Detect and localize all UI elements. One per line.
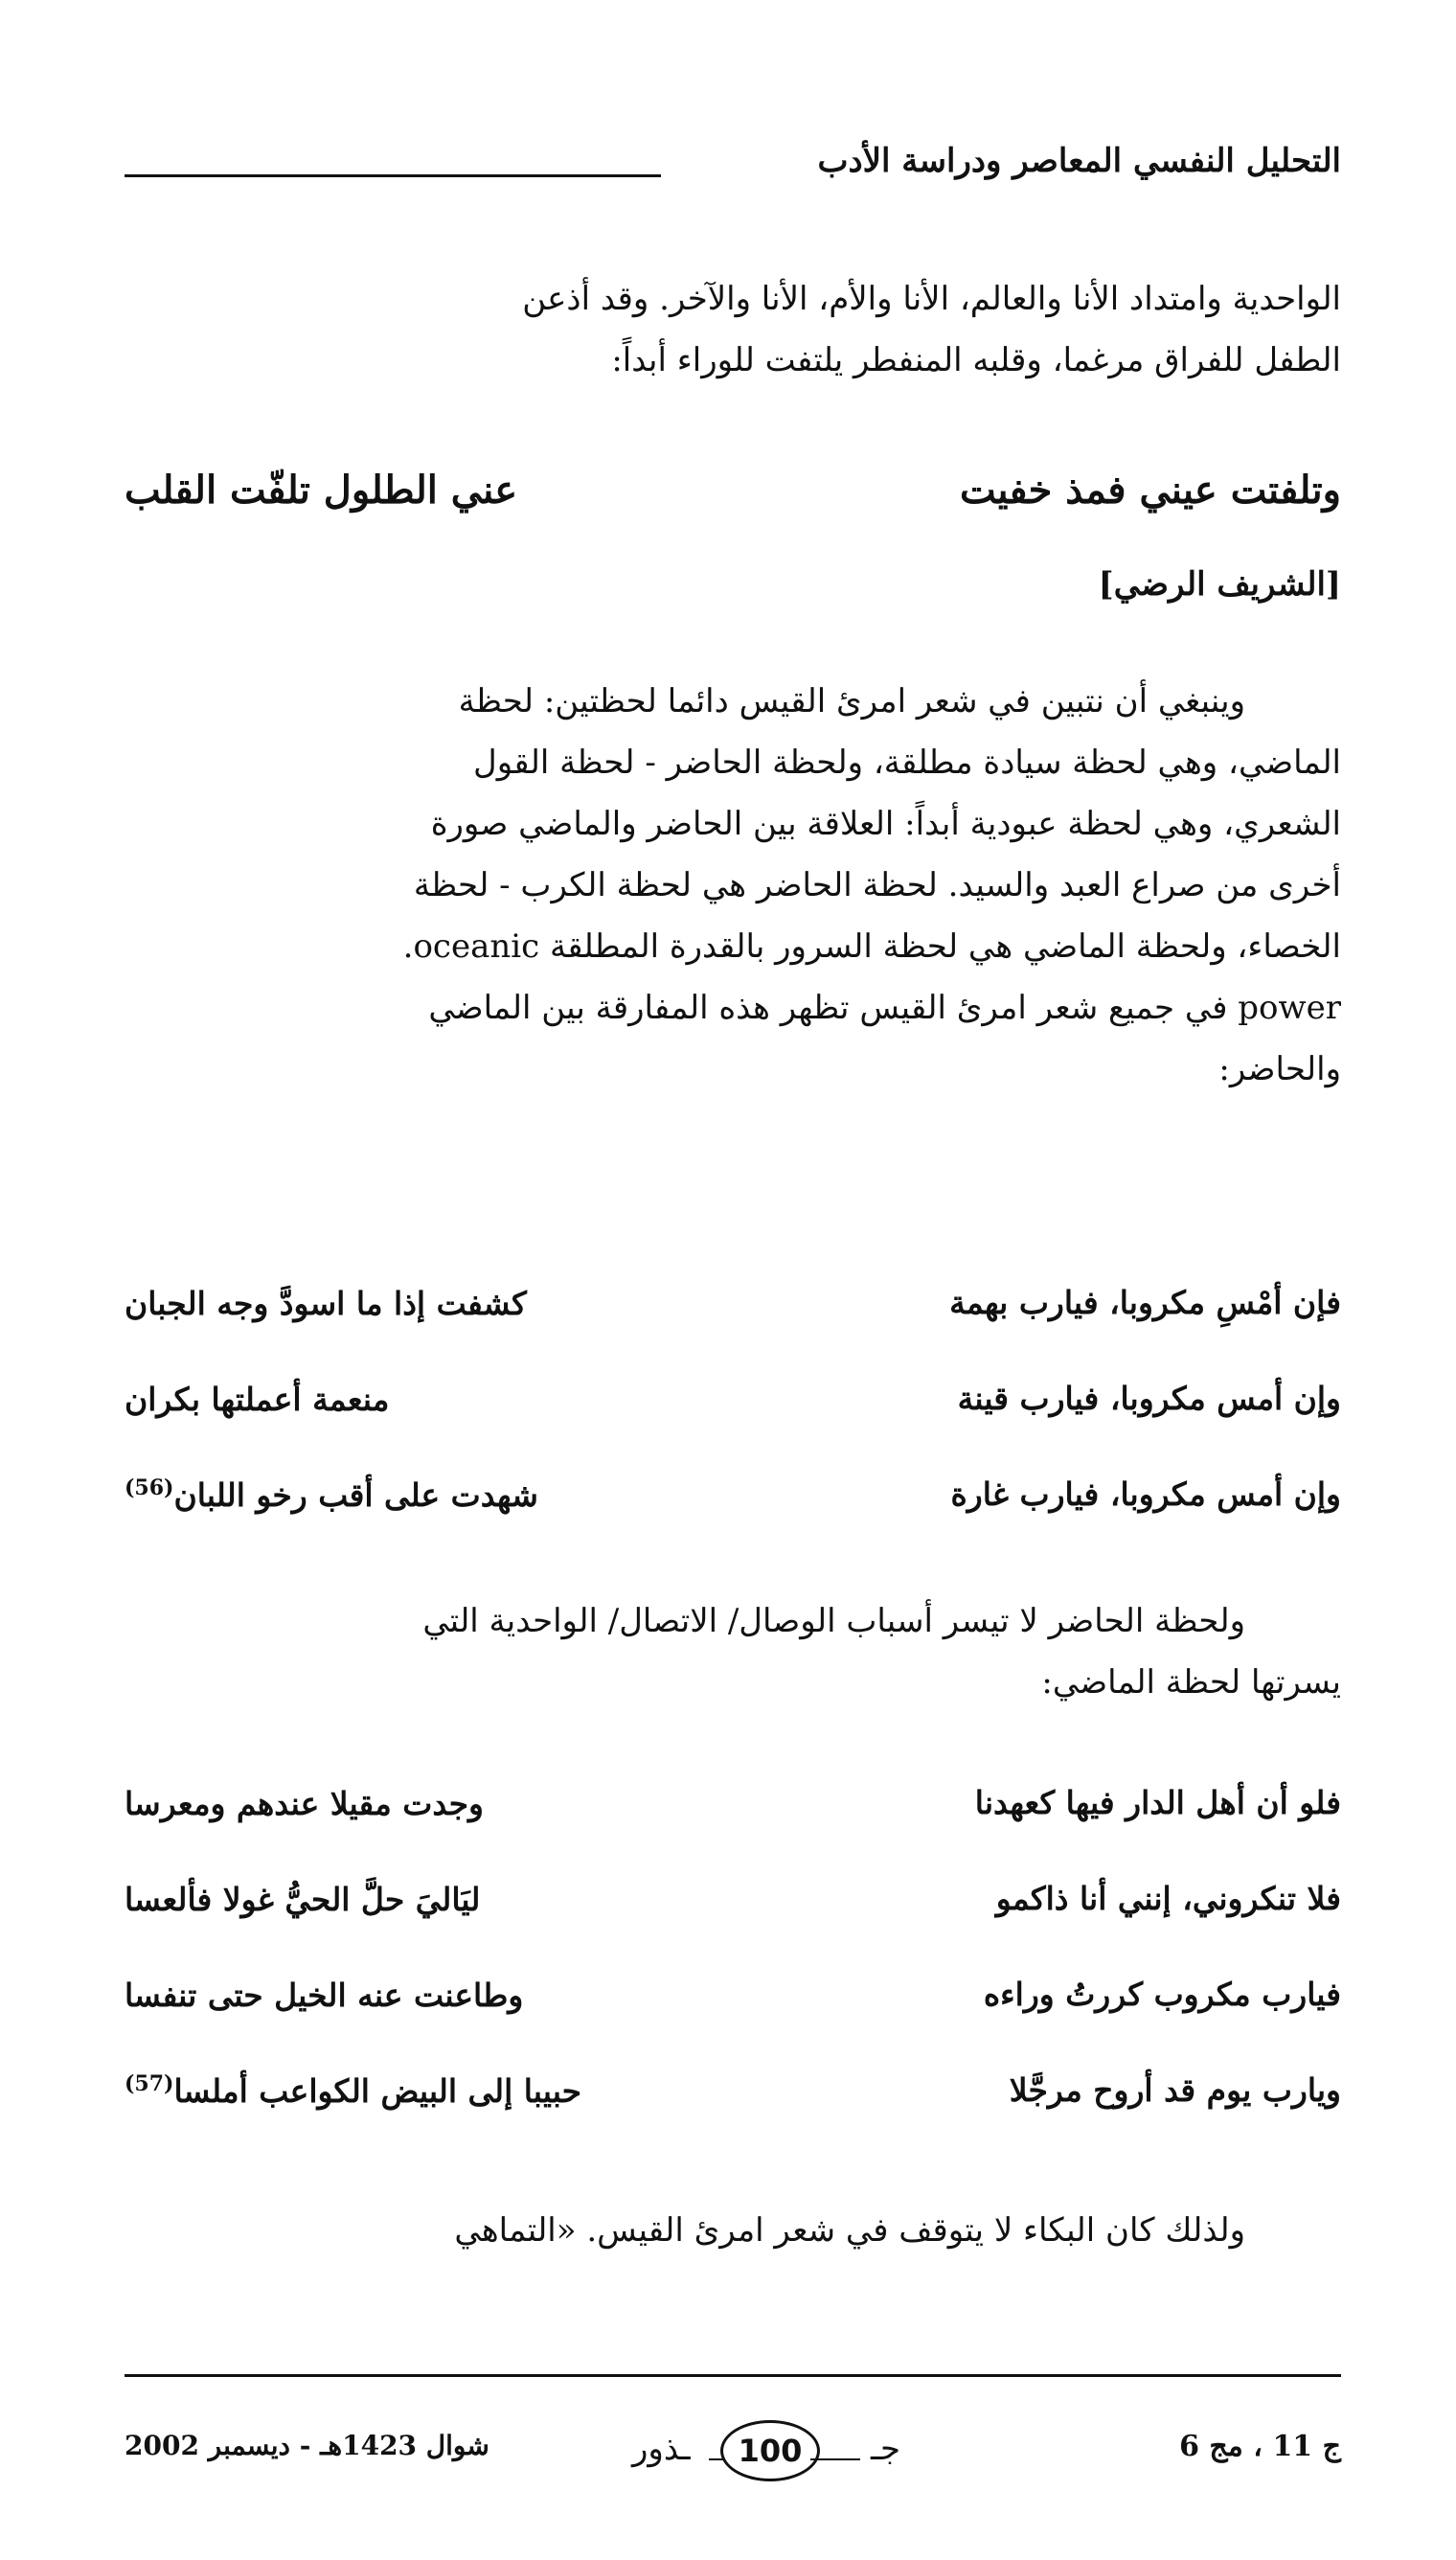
verse-hemistich-2 [125,1475,538,1514]
paragraph-1 [125,268,1341,391]
verse-hemistich-1: فيارب مكروب كررتُ وراءه [983,1976,1341,2013]
verse-hemistich-2 [125,2071,581,2110]
logo-line [709,2458,724,2460]
text-line: ولحظة الحاضر لا تيسر أسباب الوصال/ الاتصال/ الواحدية التي [422,1602,1245,1640]
verse-hemistich-2 [125,1880,480,1918]
text-line: أخرى من صراع العبد والسيد. لحظة الحاضر هي لحظة الكرب - لحظة [413,866,1341,904]
running-header [125,142,1341,199]
hemistich-text: وطاعنت عنه الخيل حتى تنفسا [125,1977,524,2014]
text-line: الواحدية وامتداد الأنا والعالم، الأنا والأم، الأنا والآخر. وقد أذعن [522,280,1341,318]
footer-issue: ج 11 ، مج 6 [1179,2430,1341,2463]
document-page [125,0,1341,2560]
verse-hemistich-1: وتلفتت عيني فمذ خفيت [960,468,1341,513]
footnote-ref: (56) [125,1475,174,1500]
paragraph-4 [125,2200,1341,2261]
hemistich-text: حبيبا إلى البيض الكواعب أملسا [173,2072,582,2110]
text-line: الشعري، وهي لحظة عبودية أبداً: العلاقة بين الحاضر والماضي صورة [430,805,1341,843]
verse-hemistich-1: فلو أن أهل الدار فيها كعهدنا [974,1784,1341,1821]
footer-date: شوال 1423هـ - ديسمبر 2002 [125,2430,489,2461]
journal-name-left: جـ [871,2430,900,2468]
text-line: والحاضر: [1218,1050,1341,1088]
page-footer [125,2414,1341,2501]
verse-hemistich-1: ويارب يوم قد أروح مرجَّلا [1009,2071,1341,2109]
header-title: التحليل النفسي المعاصر ودراسة الأدب [817,142,1341,180]
text-line: وينبغي أن نتبين في شعر امرئ القيس دائما لحظتين: لحظة [458,682,1245,720]
verse-hemistich-2 [125,1380,389,1418]
text-line: power في جميع شعر امرئ القيس تظهر هذه المفارقة بين الماضي [428,989,1341,1027]
text-line: يسرتها لحظة الماضي: [1041,1663,1341,1702]
poem-verse [125,1380,1341,1437]
page-number: 100 [720,2420,820,2481]
quoted-verse [125,468,1341,535]
verse-hemistich-1: وإن أمس مكروبا، فيارب غارة [950,1475,1341,1513]
poem-verse [125,1784,1341,1841]
text-line: الخصاء، ولحظة الماضي هي لحظة السرور بالقدرة المطلقة oceanic. [402,927,1341,966]
poem-verse [125,1976,1341,2033]
poem-verse [125,1880,1341,1937]
verse-hemistich-2 [125,1976,523,2014]
verse-hemistich-2 [125,1784,484,1822]
text-line: الطفل للفراق مرغما، وقلبه المنفطر يلتفت للوراء أبداً: [611,341,1341,379]
journal-name-right: ـذور [632,2430,691,2468]
hemistich-text: ليَاليَ حلَّ الحيُّ غولا فألعسا [125,1881,481,1918]
text-line: ولذلك كان البكاء لا يتوقف في شعر امرئ القيس. «التماهي [454,2211,1245,2250]
hemistich-text: كشفت إذا ما اسودَّ وجه الجبان [125,1285,527,1322]
verse-hemistich-1: وإن أمس مكروبا، فيارب قينة [957,1380,1341,1417]
verse-hemistich-1: فلا تنكروني، إنني أنا ذاكمو [995,1880,1341,1917]
footnote-ref: (57) [125,2071,174,2096]
verse-hemistich-1: فإن أمْسِ مكروبا، فيارب بهمة [949,1284,1341,1321]
hemistich-text: شهدت على أقب رخو اللبان [173,1476,538,1514]
verse-hemistich-2 [125,1284,527,1322]
poem-verse [125,1475,1341,1533]
text-line: الماضي، وهي لحظة سيادة مطلقة، ولحظة الحاضر - لحظة القول [473,743,1341,782]
paragraph-2 [125,671,1341,1100]
poem-verse [125,2071,1341,2129]
hemistich-text: وجدت مقيلا عندهم ومعرسا [125,1785,484,1822]
verse-attribution: [الشريف الرضي] [1098,565,1341,604]
header-rule [125,174,661,177]
verse-hemistich-2: عني الطلول تلفّت القلب [125,468,518,513]
footer-rule [125,2374,1341,2377]
hemistich-text: منعمة أعملتها بكران [125,1381,390,1418]
journal-logo [632,2414,900,2491]
paragraph-3 [125,1590,1341,1713]
poem-verse [125,1284,1341,1341]
